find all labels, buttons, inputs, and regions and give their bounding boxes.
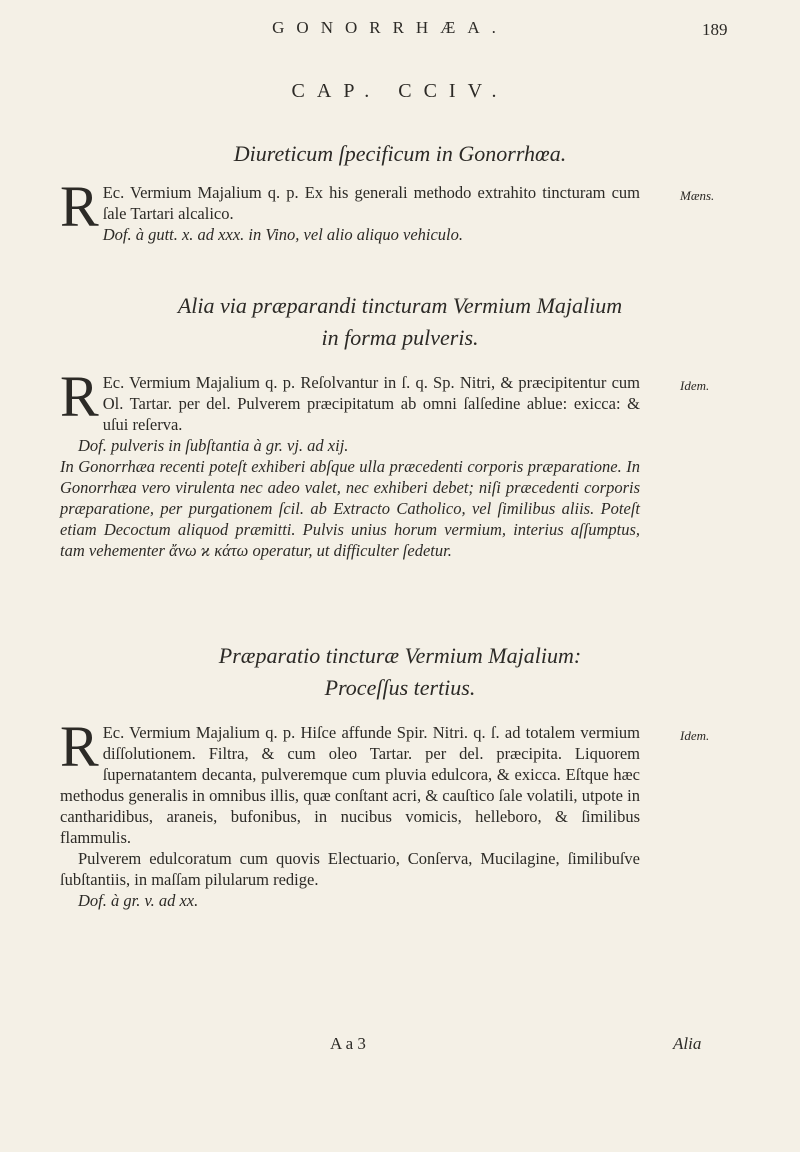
section-3-title (60, 640, 740, 704)
section-2-title-line-2: in forma pulveris. (321, 325, 479, 350)
section-2-text: Ec. Vermium Majalium q. p. Reſolvantur in ſ. q. Sp. Nitri, & præcipitentur cum Ol. Tartar. per del. Pulverem præcipitatum ab omni ſalſedine ablue: exicca: & uſui reſerva. (102, 373, 640, 434)
section-1-body (60, 174, 640, 245)
catchword: Alia (673, 1034, 702, 1053)
section-3-dose: Dof. à gr. v. ad xx. (78, 891, 199, 910)
section-1-dropcap: R (60, 174, 99, 239)
section-2-note: In Gonorrhæa recenti poteſt exhiberi abſque ulla præcedenti corporis præparatione. In Gonorrhæa vero virulenta nec adeo valet, nec exhiberi debet; niſi præcedenti corporis præparatione, per purgationem ſcil. ab Extracto Catholico, vel ſimilibus aliis. Poteſt etiam Decoctum aliquod præmitti. Pulvis unius horum vermium, interius aſſumptus, tam vehementer ἄνω ϰ κάτω operatur, ut difficulter ſedetur. (60, 457, 640, 560)
page-number: 189 (702, 20, 728, 39)
section-1-title: Diureticum ſpecificum in Gonorrhœa. (233, 141, 567, 166)
section-3-title-line-2: Proceſſus tertius. (324, 675, 476, 700)
section-3-margin-note: Idem. (680, 728, 710, 743)
section-1-dose: Dof. à gutt. x. ad xxx. in Vino, vel alio aliquo vehiculo. (102, 225, 464, 244)
section-2-title-line-1: Alia via præparandi tincturam Vermium Majalium (177, 293, 623, 318)
section-2-margin-note: Idem. (680, 378, 710, 393)
section-3-text: Ec. Vermium Majalium q. p. Hiſce affunde Spir. Nitri. q. ſ. ad totalem vermium diſſolutionem. Filtra, & cum oleo Tartar. per del. præcipita. Liquorem ſupernatantem decanta, pulveremque cum pluvia edulcora, & exicca. Eſtque hæc methodus generalis in omnibus illis, quæ conſtant acri, & cauſtico ſale volatili, utpote in cantharidibus, araneis, bufonibus, in nucibus vomicis, helleboro, & ſimilibus flammulis. (60, 723, 640, 847)
section-2-dose: Dof. pulveris in ſubſtantia à gr. vj. ad xij. (78, 436, 349, 455)
section-2-dropcap: R (60, 364, 99, 429)
section-3-dropcap: R (60, 714, 99, 779)
section-2-body (60, 364, 640, 561)
chapter-heading: CAP. CCIV. (291, 80, 509, 102)
section-1-margin-note: Mæns. (680, 188, 715, 203)
section-2-title (60, 290, 740, 354)
section-3-text-2: Pulverem edulcoratum cum quovis Electuario, Conſerva, Mucilagine, ſimilibuſve ſubſtantiis, in maſſam pilularum redige. (60, 849, 640, 889)
section-1-text: Ec. Vermium Majalium q. p. Ex his generali methodo extrahito tincturam cum ſale Tartari alcalico. (102, 183, 640, 223)
section-3-body (60, 714, 640, 911)
section-3-title-line-1: Præparatio tincturæ Vermium Majalium: (218, 643, 582, 668)
running-head: GONORRHÆA. (272, 18, 508, 37)
signature-mark: A a 3 (330, 1034, 366, 1053)
